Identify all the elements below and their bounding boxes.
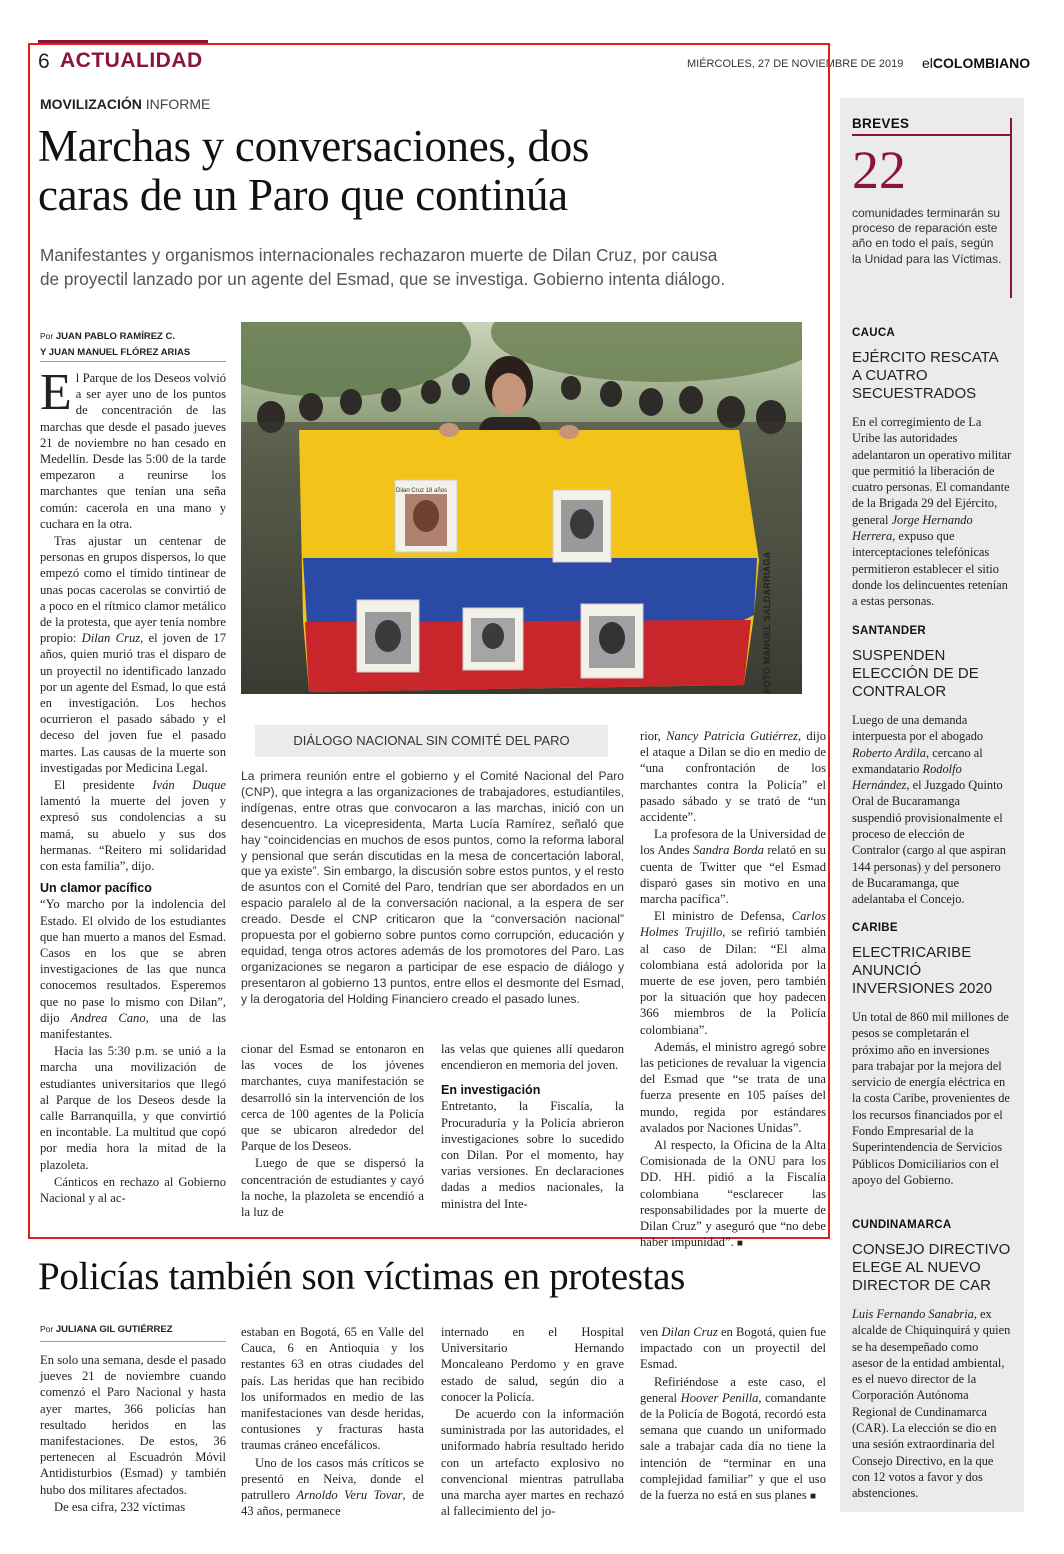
brief-title-santander: SUSPENDEN ELECCIÓN DE DE CONTRALOR: [852, 647, 979, 700]
kicker: [40, 96, 210, 112]
dropcap: E: [40, 364, 72, 421]
deck-line-2: de proyectil lanzado por un agente del Esmad, que se investiga. Gobierno intenta diálogo.: [40, 269, 726, 289]
main-col4-p2-text-b: relató en su cuenta de Twitter que “el Esmad disparó gases sin motivo en una marcha pacífica”.: [640, 843, 826, 907]
main-col3-p2: Entretanto, la Fiscalía, la Procuraduría y la Policía abrieron investigaciones sobre lo sucedido con Dilan. Por el momento, hay varias versiones. En declaraciones dadas a medios nacionales, la ministra del Inte-: [441, 1099, 624, 1211]
main-col4-p3-name: Carlos Holmes Trujillo: [640, 909, 826, 940]
main-headline: [38, 122, 828, 220]
second-col4-p1: [640, 1324, 826, 1373]
brief-text-cauca: [852, 414, 1012, 610]
second-column-1: [40, 1352, 226, 1516]
second-column-4: [640, 1324, 826, 1506]
brief-title-caribe: ELECTRICARIBE ANUNCIÓ INVERSIONES 2020: [852, 944, 993, 997]
main-column-4: [640, 728, 826, 1254]
main-col4-p3-text-b: , se refirió también al caso de Dilan: “El alma colombiana está adolorida por la muerte de ese joven, pero también por la situación que hoy padecen 366 miembros de la Policía colombiana”.: [640, 925, 826, 1037]
brief-cauca-text-b: , expuso que interceptaciones telefónicas permitieron establecer el sitio donde los delincuentes retenían a estas personas.: [852, 529, 1008, 609]
second-col4-p1-name: Dilan Cruz: [661, 1325, 718, 1339]
main-column-2: [241, 1041, 424, 1221]
brief-santander-text-c: , el Juzgado Quinto Oral de Bucaramanga suspendió provisionalmente el proceso de elección de Contralor (cargo al que aspiran 144 personas) y del personero de Bucaramanga, que adelantaba el Concejo.: [852, 778, 1006, 907]
brief-santander-name-2: Rodolfo Hernández: [852, 761, 962, 793]
second-col4-p2-text-b: , comandante de la Policía de Bogotá, recordó esta semana que cuando un uniformado sale a trabajar cada día no tiene la intención de “terminar en una complejidad familiar” y que el uso de la fuerza no está en sus planes: [640, 1390, 826, 1503]
main-col2-p1: cionar del Esmad se entonaron en las voces de los jóvenes marchantes, cuya manifestación se desarrolló sin la intervención de los cerca de 100 agentes de la Policía que se ubicaron alrededor del Parque de los Deseos.: [241, 1042, 424, 1154]
main-col4-p2: [640, 826, 826, 907]
headline-line-2: caras de un Paro que continúa: [38, 170, 568, 220]
brief-region-caribe: CARIBE: [852, 922, 898, 934]
main-col2-p2: Luego de que se dispersó la concentración de estudiantes y cayó la noche, la plazoleta se encendió a la luz de: [241, 1156, 424, 1220]
second-byline: [40, 1324, 173, 1335]
byline-prefix: Por: [40, 331, 54, 341]
byline-rule: [40, 361, 226, 362]
second-col4-p2-name: Hoover Penilla: [680, 1390, 759, 1405]
sidebar-box-text: La primera reunión entre el gobierno y el Comité Nacional del Paro (CNP), que integra a las organizaciones de trabajadores, estudiantiles, indígenas, entre otras que convocaron a las marchas, inició con un desencuentro. La vicepresidenta, Marta Lucía Ramírez, señaló que hay “coincidencias en muchos de esos puntos, como la reforma laboral y pensional que serán discutidas en la mesa de concertación laboral, que ya existe”. Sin embargo, la discusión sobre estos puntos, y el resto de asuntos con el Comité del Paro, tendrían que ser abordados en un espacio paralelo al de la conversación nacional, a la espera de ser creado. Desde el CNP criticaron que la “conversación nacional” propuesta por el gobierno sobre puntos como corrupción, educación y equidad, tenga otros actores además de los promotores del Paro. Las organizaciones se negaron a participar de ese espacio de diálogo y presentaron al gobierno 13 puntos, entre ellos el desmonte del Esmad, y la derogatoria del Holding Financiero creado el pasado lunes.: [241, 769, 624, 1006]
main-col1-p2-text-b: , el joven de 17 años, quien murió tras el disparo de un proyectil no identificado lanzado por un agente del Esmad, lo que está en investigación. Los hechos ocurrieron el pasado sábado y el deceso del joven fue el pasado martes. Las causas de la muerte son investigadas por Medicina Legal.: [40, 631, 226, 775]
main-col4-p2-text-a: La profesora de la Universidad de los Andes: [640, 827, 826, 858]
brief-region-santander: SANTANDER: [852, 625, 927, 637]
logo-prefix: el: [922, 55, 933, 71]
breves-title: BREVES: [852, 116, 910, 131]
newspaper-logo: [922, 55, 1030, 71]
main-col1-p3-name: Iván Duque: [152, 778, 226, 793]
second-col4-p1-text-a: ven: [640, 1325, 662, 1339]
main-col1-p4-text-b: , una de las manifestantes.: [40, 1010, 227, 1041]
protest-photo-illustration: [241, 322, 802, 694]
brief-text-santander: [852, 712, 1012, 908]
main-col1-p2-text-a: Tras ajustar un centenar de personas en grupos dispersos, lo que empezó como el tímido tintinear de unas pocas cacerolas se convirtió de a poco en el rítmico clamor metálico de la protesta, que ayer tenía nombre propio:: [40, 534, 226, 646]
brief-region-cauca: CAUCA: [852, 327, 896, 339]
brief-santander-name: Roberto Ardila: [852, 745, 926, 760]
second-end-mark: ■: [809, 1491, 817, 1503]
main-col4-p2-name: Sandra Borda: [693, 843, 764, 858]
second-col4-p2-text-a: Refiriéndose a este caso, el general: [640, 1374, 826, 1405]
brief-cauca-name: Jorge Hernando Herrera: [852, 512, 973, 544]
main-photo: [241, 322, 802, 694]
sidebar-box-title: DIÁLOGO NACIONAL SIN COMITÉ DEL PARO: [255, 725, 608, 757]
main-col1-p1: [40, 364, 226, 532]
deck-line-1: Manifestantes y organismos internacionales rechazaron muerte de Dilan Cruz, por causa: [40, 245, 718, 265]
main-col1-p2: [40, 533, 226, 776]
main-col1-p3-text-a: El presidente: [54, 778, 153, 793]
breves-title-rule: [852, 134, 1012, 136]
second-byline-author: JULIANA GIL GUTIÉRREZ: [55, 1324, 173, 1335]
breves-side-rule: [1010, 118, 1012, 298]
subhead-investigacion: En investigación: [441, 1083, 541, 1098]
second-col2-p1: estaban en Bogotá, 65 en Valle del Cauca, 6 en Antioquia y los restantes 63 en otras ciudades del país. Las heridas que han recibido los uniformados en medio de las manifestaciones van desde heridas, contusiones y fracturas hasta traumas cráneo encefálicos.: [241, 1325, 424, 1453]
second-byline-prefix: Por: [40, 1324, 54, 1334]
main-col1-p3-text-b: lamentó la muerte del joven y expresó sus condolencias a su mamá, su abuelo y sus dos hermanas. “Reitero mi solidaridad con esta familia”, dijo.: [40, 794, 226, 874]
main-col4-p1-text-a: rior,: [640, 729, 667, 743]
main-col4-p1: [640, 728, 826, 825]
brief-text-cundinamarca: [852, 1306, 1012, 1502]
brief-region-cundinamarca: CUNDINAMARCA: [852, 1219, 952, 1231]
main-col4-p3: [640, 908, 826, 1038]
brief-santander-text-b: , cercano al exmandatario: [852, 745, 983, 776]
main-col1-p1-text: l Parque de los Deseos volvió a ser ayer uno de los puntos de concentración de las marchas que desde el pasado jueves 21 de noviembre no han cesado en Medellín. Desde las 5:00 de la tarde empezaron a reunirse los marchantes que tenían una seña común: cacerola en una mano y cuchara en la otra.: [40, 371, 226, 531]
main-col1-p3: [40, 777, 226, 874]
end-mark: ■: [736, 1238, 743, 1250]
second-col1-p2: De esa cifra, 232 víctimas: [54, 1499, 186, 1514]
kicker-light: INFORME: [145, 96, 211, 112]
main-col1-p4-name: Andrea Cano: [70, 1010, 146, 1025]
second-byline-rule: [40, 1341, 226, 1342]
second-headline: Policías también son víctimas en protestas: [38, 1255, 686, 1298]
issue-date: MIÉRCOLES, 27 DE NOVIEMBRE DE 2019: [687, 58, 904, 70]
second-col4-p2: [640, 1374, 826, 1506]
second-col1-p1: En solo una semana, desde el pasado jueves 21 de noviembre cuando comenzó el Paro Nacional y hasta ayer martes, 366 policías han resultado heridos en las manifestaciones. De estos, 36 pertenecen al Escuadrón Móvil Antidisturbios (Esmad) y también hubo dos militares afectados.: [40, 1353, 226, 1497]
page-number: 6: [38, 50, 50, 73]
main-col4-p5: [640, 1137, 826, 1252]
main-col4-p5-text: Al respecto, la Oficina de la Alta Comisionada de la ONU para los DD. HH. pidió a la Fiscalía colombiana “esclarecer las responsabilidades por la muerte de Dilan Cruz” y aseguró que “no debe haber impunidad”.: [640, 1138, 826, 1250]
brief-santander-text-a: Luego de una demanda interpuesta por el abogado: [852, 713, 984, 744]
byline-author-1: JUAN PABLO RAMÍREZ C.: [55, 331, 175, 342]
main-column-3: [441, 1041, 624, 1213]
second-col2-p2-text-a: Uno de los casos más críticos se presentó en Neiva, donde el patrullero: [241, 1455, 424, 1503]
main-column-1: [40, 364, 227, 1207]
second-col2-p2-name: Arnoldo Veru Tovar: [296, 1488, 403, 1503]
second-col2-p2: [241, 1455, 424, 1520]
brief-cundinamarca-name: Luis Fernando Sanabria: [852, 1307, 974, 1321]
second-col4-p1-text-b: en Bogotá, quien fue impactado con un proyectil del Esmad.: [640, 1325, 826, 1372]
main-col1-p2-name: Dilan Cruz: [81, 631, 141, 646]
main-col3-p1: las velas que quienes allí quedaron encendieron en memoria del joven.: [441, 1042, 624, 1073]
deck: [40, 243, 825, 291]
kicker-bold: MOVILIZACIÓN: [40, 96, 142, 112]
second-column-2: [241, 1324, 424, 1520]
byline: [40, 328, 190, 361]
subhead-clamor: Un clamor pacífico: [40, 881, 152, 896]
brief-cundinamarca-text-a: , ex alcalde de Chiquinquirá y quien se ha desempeñado como asesor de la entidad ambiental, es el nuevo director de la Corporación Autónoma Regional de Cundinamarca (CAR). La elección se dio en una sesión extraordinaria del Consejo Directivo, en la que con 12 votos a favor y dos abstenciones.: [852, 1307, 1011, 1501]
main-col1-p4-text-a: “Yo marcho por la indolencia del Estado. El olvido de los estudiantes que han muerto a manos del Esmad. Casos en los que se abren investigaciones de las que nunca conocemos resultados. Esperemos que no pase lo mismo con Dilan”, dijo: [40, 897, 226, 1025]
brief-text-caribe: Un total de 860 mil millones de pesos se completarán el próximo año en inversiones para trabajar por la mejora del servicio de energía eléctrica en la costa Caribe, provenientes de los recursos financiados por el Fondo Empresarial de la Superintendencia de Servicios Públicos Domiciliarios con el apoyo del Gobierno.: [852, 1010, 1010, 1187]
second-column-3: [441, 1324, 624, 1520]
second-col3-p1: internado en el Hospital Universitario Hernando Moncaleano Perdomo y en grave estado de salud, según dio a conocer la Policía.: [441, 1325, 624, 1404]
main-col1-p5: Hacia las 5:30 p.m. se unió a la marcha una movilización de estudiantes universitarios que llegó al Parque de los Deseos desde la calle Barranquilla, y que convirtió en incontable. La multitud que copó por media hora la mitad de la plazoleta.: [40, 1044, 226, 1172]
poster-caption: Dilan Cruz 18 años: [396, 488, 448, 494]
photo-credit: FOTO MANUEL SALDARRIAGA: [762, 551, 772, 693]
logo-main: COLOMBIANO: [932, 55, 1031, 71]
main-col1-p6: Cánticos en rechazo al Gobierno Nacional y al ac-: [40, 1174, 226, 1205]
main-col4-p3-text-a: El ministro de Defensa,: [654, 909, 792, 924]
second-col3-p2: De acuerdo con la información suministrada por las autoridades, el uniformado habría resultado herido con un artefacto explosivo no convencional mientras patrullaba una marcha ayer martes en rechazó al fallecimiento del jo-: [441, 1407, 624, 1519]
breves-big-number: 22: [852, 140, 906, 200]
section-name: ACTUALIDAD: [60, 49, 203, 72]
brief-cauca-text-a: En el corregimiento de La Uribe las autoridades adelantaron un operativo militar que permitió la liberación de cuatro personas. El comandante de la Brigada 29 del Ejército, general: [852, 415, 1012, 527]
main-col4-p4: Además, el ministro agregó sobre las peticiones de revaluar la vigencia del Esmad que “se trata de una fuerza presente en 105 países del mundo, regida por estándares avalados por Naciones Unidas”.: [640, 1039, 826, 1135]
main-col1-p4: [40, 896, 226, 1042]
main-col4-p1-name: Nancy Patricia Gutiérrez: [666, 729, 798, 743]
byline-author-2: Y JUAN MANUEL FLÓREZ ARIAS: [40, 347, 191, 358]
main-col4-p1-text-b: , dijo el ataque a Dilan se dio en medio de “una confrontación de los marchantes contra la Policía” el pasado sábado y se trató de “un accidente”.: [640, 729, 826, 825]
brief-title-cauca: EJÉRCITO RESCATA A CUATRO SECUESTRADOS: [852, 349, 998, 402]
breves-number-text: comunidades terminarán su proceso de reparación este año en todo el país, según la Unidad para las Víctimas.: [852, 206, 1002, 266]
brief-title-cundinamarca: CONSEJO DIRECTIVO ELEGE AL NUEVO DIRECTOR DE CAR: [852, 1241, 1011, 1294]
headline-line-1: Marchas y conversaciones, dos: [38, 121, 590, 171]
second-col2-p2-text-b: , de 43 años, permanece: [241, 1488, 425, 1519]
